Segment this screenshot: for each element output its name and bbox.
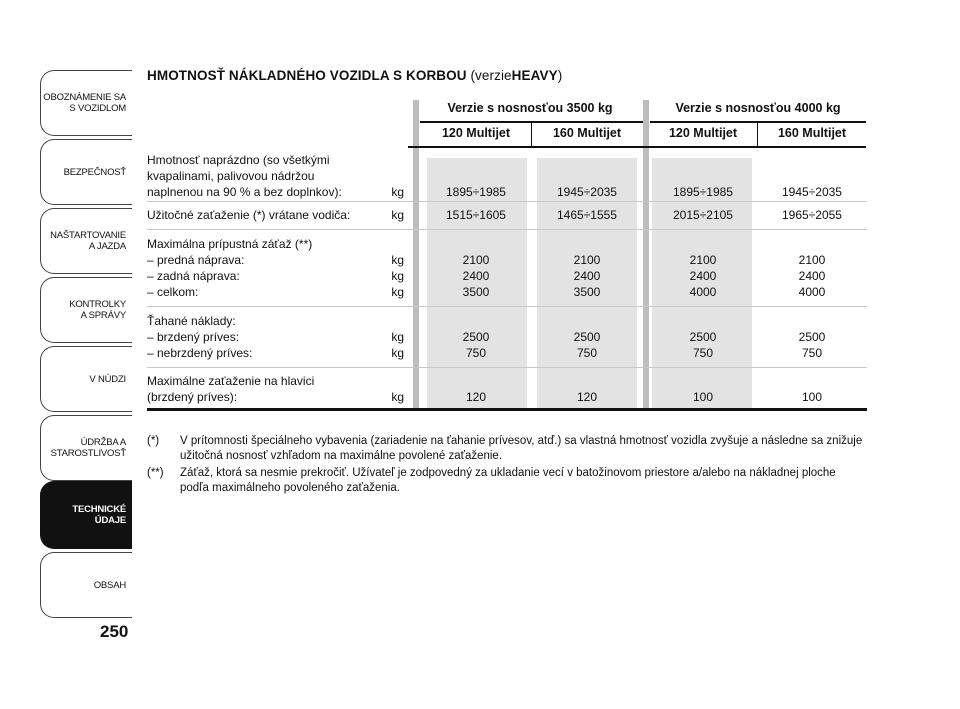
header-divider	[531, 122, 532, 146]
page-number: 250	[100, 622, 129, 641]
footnote	[147, 466, 867, 496]
tab-label: ÚDRŽBA A STAROSTLIVOSŤ	[50, 437, 126, 459]
tab-nastartovanie[interactable]	[40, 208, 132, 274]
tab-label: V NÚDZI	[89, 373, 126, 385]
row-unit: kg kg	[391, 330, 404, 360]
table-cell: 100	[801, 390, 823, 404]
table-top-rule	[408, 146, 866, 148]
table-cell: 2100 2400 3500	[573, 253, 601, 299]
table-cell: 2100 2400 3500	[462, 253, 490, 299]
tab-udrzba[interactable]	[40, 415, 132, 481]
row-label-empty-weight: Hmotnosť naprázdno (so všetkými kvapalinami, palivovou nádržou naplnenou na 90 % a bez doplnkov):	[147, 153, 342, 199]
tab-label: OBSAH	[93, 579, 126, 591]
table-cell: 1965÷2055	[782, 208, 842, 222]
column-divider	[643, 100, 649, 148]
row-divider	[147, 201, 867, 202]
row-unit: kg	[391, 185, 404, 199]
row-divider	[147, 367, 867, 368]
table-cell: 2015÷2105	[673, 208, 733, 222]
table-cell: 2500 750	[573, 330, 601, 360]
table-cell: 100	[692, 390, 714, 404]
title-paren-close: )	[557, 68, 563, 83]
column-header: 160 Multijet	[777, 126, 847, 140]
footnote-text: V prítomnosti špeciálneho vybavenia (zariadenie na ťahanie prívesov, atď.) sa vlastná hmotnosť vozidla zvyšuje a následne sa znižuje užitočná nosnosť vzhľadom na maximálne povolené zaťaženie.	[180, 435, 863, 462]
row-unit: kg kg kg	[391, 253, 404, 299]
tab-label: NAŠTARTOVANIE A JAZDA	[50, 230, 126, 252]
column-header: 120 Multijet	[668, 126, 738, 140]
row-divider	[147, 306, 867, 307]
table-cell: 2100 2400 4000	[689, 253, 717, 299]
table-cell: 2100 2400 4000	[798, 253, 826, 299]
table-cell: 120	[465, 390, 487, 404]
tab-label: TECHNICKÉ ÚDAJE	[72, 504, 126, 526]
row-label-towed-loads: Ťahané náklady: – brzdený príves: – nebrzdený príves:	[147, 314, 253, 360]
title-paren-open: (verzie	[470, 68, 512, 83]
column-header: 120 Multijet	[441, 126, 511, 140]
row-label-coupling-load: Maximálne zaťaženie na hlavici (brzdený príves):	[147, 374, 315, 404]
tab-oboznamenie[interactable]	[40, 70, 132, 136]
footnote-mark: (*)	[147, 435, 160, 447]
table-cell: 1945÷2035	[782, 185, 842, 199]
tab-label: KONTROLKY A SPRÁVY	[69, 299, 126, 321]
table-cell: 1895÷1985	[446, 185, 506, 199]
tab-technicke-udaje[interactable]	[40, 481, 132, 549]
table-cell: 1945÷2035	[557, 185, 617, 199]
title-main: HMOTNOSŤ NÁKLADNÉHO VOZIDLA S KORBOU	[147, 68, 467, 83]
group-rule	[650, 121, 866, 123]
row-label-max-load: Maximálna prípustná záťaž (**) – predná náprava: – zadná náprava: – celkom:	[147, 237, 313, 299]
row-label-payload: Užitočné zaťaženie (*) vrátane vodiča:	[147, 208, 351, 222]
group-header-4000: Verzie s nosnosťou 4000 kg	[675, 101, 841, 115]
column-divider	[413, 148, 419, 410]
table-cell: 2500 750	[798, 330, 826, 360]
row-unit: kg	[391, 390, 404, 404]
table-cell: 1895÷1985	[673, 185, 733, 199]
table-bottom-rule	[147, 408, 867, 411]
table-cell: 1465÷1555	[557, 208, 617, 222]
tab-label: OBOZNÁMENIE SA S VOZIDLOM	[43, 92, 126, 114]
column-header: 160 Multijet	[552, 126, 622, 140]
row-unit: kg	[391, 208, 404, 222]
tab-obsah[interactable]	[40, 552, 132, 618]
row-divider	[147, 229, 867, 230]
table-cell: 1515÷1605	[446, 208, 506, 222]
footnote	[147, 434, 867, 464]
page-title	[147, 68, 562, 83]
table-cell: 120	[576, 390, 598, 404]
tab-v-nudzi[interactable]	[40, 346, 132, 412]
tab-bezpecnost[interactable]	[40, 139, 132, 205]
header-divider	[757, 122, 758, 146]
table-cell: 2500 750	[462, 330, 490, 360]
footnotes	[147, 434, 867, 498]
footnote-mark: (**)	[147, 467, 164, 479]
group-header-3500: Verzie s nosnosťou 3500 kg	[447, 101, 613, 115]
column-divider	[413, 100, 419, 148]
title-bold-word: HEAVY	[511, 68, 558, 83]
table-cell: 2500 750	[689, 330, 717, 360]
tab-kontrolky[interactable]	[40, 277, 132, 343]
footnote-text: Záťaž, ktorá sa nesmie prekročiť. Užívateľ je zodpovedný za ukladanie vecí v batožinovom priestore a/alebo na nákladnej ploche podľa maximálneho povoleného zaťaženia.	[180, 467, 836, 494]
tab-label: BEZPEČNOSŤ	[63, 166, 126, 178]
